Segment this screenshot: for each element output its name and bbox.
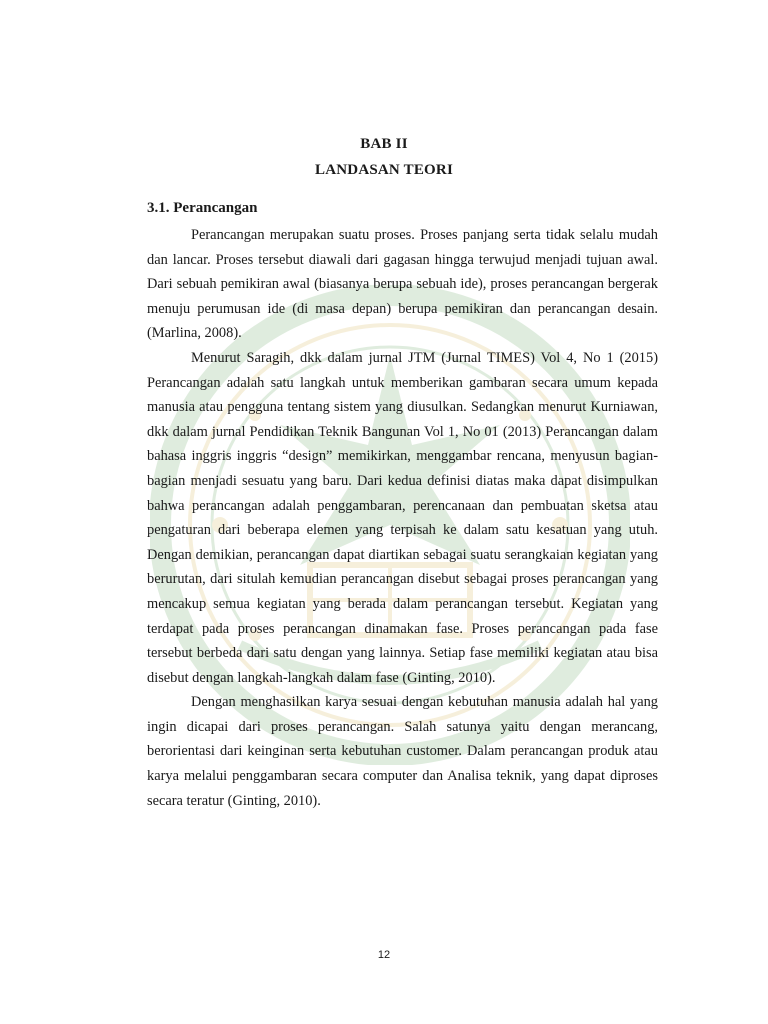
paragraph-1: Perancangan merupakan suatu proses. Proses panjang serta tidak selalu mudah dan lancar. Proses tersebut diawali dari gagasan hingga terwujud menjadi tujuan awal. Dari sebuah pemikiran awal (biasanya berupa sebuah ide), proses perancangan bergerak menuju perumusan ide (di masa depan) berupa pemikiran dan perancangan desain. (Marlina, 2008). [147, 227, 658, 342]
page-number: 12 [377, 949, 391, 961]
chapter-number: BAB II [360, 136, 408, 152]
paragraph-2: Menurut Saragih, dkk dalam jurnal JTM (Jurnal TIMES) Vol 4, No 1 (2015) Perancangan adalah satu langkah untuk memberikan gambaran secara umum kepada manusia atau pengguna tentang sistem yang diusulkan. Sedangkan menurut Kurniawan, dkk dalam jurnal Pendidikan Teknik Bangunan Vol 1, No 01 (2013) Perancangan dalam bahasa inggris inggris “design” memikirkan, menggambar rencana, menyusun bagian-bagian menjadi sesuatu yang baru. Dari kedua definisi diatas maka dapat disimpulkan bahwa perancangan adalah penggambaran, perencanaan dan pembuatan sketsa atau pengaturan dari beberapa elemen yang terpisah ke dalam satu kesatuan yang utuh. Dengan demikian, perancangan dapat diartikan sebagai suatu serangkaian kegiatan yang berurutan, dari situlah kemudian perancangan disebut sebagai proses perancangan yang mencakup semua kegiatan yang berada dalam perancangan tersebut. Kegiatan yang terdapat pada proses perancangan dinamakan fase. Proses perancangan pada fase tersebut berbeda dari satu dengan yang lainnya. Setiap fase memiliki kegiatan atau bisa disebut dengan langkah-langkah dalam fase (Ginting, 2010). [147, 349, 658, 686]
body-text [147, 223, 658, 813]
paragraph-3: Dengan menghasilkan karya sesuai dengan kebutuhan manusia adalah hal yang ingin dicapai dari proses perancangan. Salah satunya yaitu dengan merancang, berorientasi dari keinginan serta kebutuhan customer. Dalam perancangan produk atau karya melalui penggambaran secara computer dan Analisa teknik, yang dapat diproses secara teratur (Ginting, 2010). [147, 694, 658, 809]
chapter-title: LANDASAN TEORI [315, 162, 453, 178]
section-heading: 3.1. Perancangan [147, 200, 258, 216]
